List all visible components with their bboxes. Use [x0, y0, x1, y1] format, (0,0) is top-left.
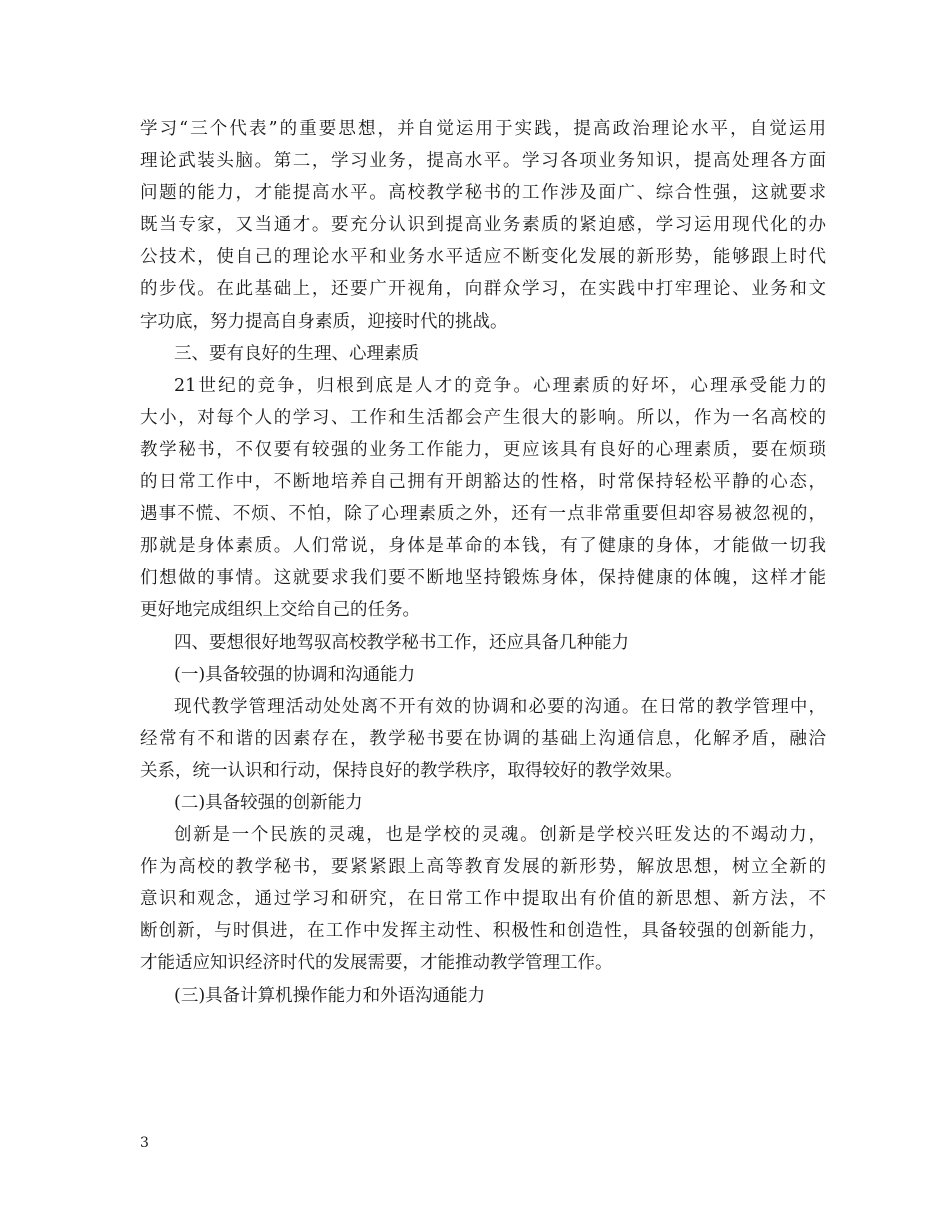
- text-line: 作为高校的教学秘书，要紧紧跟上高等教育发展的新形势，解放思想，树立全新的: [140, 857, 826, 878]
- text-line: 现代教学管理活动处处离不开有效的协调和必要的沟通。在日常的教学管理中，: [174, 696, 826, 717]
- text-line: 才能适应知识经济时代的发展需要，才能推动教学管理工作。: [140, 953, 613, 974]
- text-line: 经常有不和谐的因素存在，教学秘书要在协调的基础上沟通信息，化解矛盾，融洽: [140, 728, 826, 749]
- text-line: 断创新，与时俱进，在工作中发挥主动性、积极性和创造性，具备较强的创新能力，: [140, 921, 826, 942]
- document-body: [140, 113, 826, 1012]
- text-line: 的步伐。在此基础上，还要广开视角，向群众学习，在实践中打牢理论、业务和文: [140, 279, 826, 300]
- text-line: (二)具备较强的创新能力: [174, 792, 363, 813]
- text-line: 们想做的事情。这就要求我们要不断地坚持锻炼身体，保持健康的体魄，这样才能: [140, 568, 826, 589]
- text-line: (一)具备较强的协调和沟通能力: [174, 664, 416, 685]
- text-line: 关系，统一认识和行动，保持良好的教学秩序，取得较好的教学效果。: [140, 760, 683, 781]
- text-line: 更好地完成组织上交给自己的任务。: [140, 600, 420, 621]
- text-line: 问题的能力，才能提高水平。高校教学秘书的工作涉及面广、综合性强，这就要求: [140, 183, 826, 204]
- text-line: 的日常工作中，不断地培养自己拥有开朗豁达的性格，时常保持轻松平静的心态，: [140, 472, 826, 493]
- text-line: 三、要有良好的生理、心理素质: [174, 343, 419, 364]
- text-line: (三)具备计算机操作能力和外语沟通能力: [174, 985, 486, 1006]
- page-number: 3: [140, 1135, 149, 1151]
- text-line: 遇事不慌、不烦、不怕，除了心理素质之外，还有一点非常重要但却容易被忽视的，: [140, 504, 826, 525]
- text-line: 大小，对每个人的学习、工作和生活都会产生很大的影响。所以，作为一名高校的: [140, 407, 826, 428]
- text-line: 字功底，努力提高自身素质，迎接时代的挑战。: [140, 311, 508, 332]
- text-line: 公技术，使自己的理论水平和业务水平适应不断变化发展的新形势，能够跟上时代: [140, 247, 826, 268]
- text-line: 既当专家，又当通才。要充分认识到提高业务素质的紧迫感，学习运用现代化的办: [140, 215, 826, 236]
- text-line: 理论武装头脑。第二，学习业务，提高水平。学习各项业务知识，提高处理各方面: [140, 151, 826, 172]
- text-line: 21世纪的竞争，归根到底是人才的竞争。心理素质的好坏，心理承受能力的: [174, 375, 826, 396]
- text-line: 教学秘书，不仅要有较强的业务工作能力，更应该具有良好的心理素质，要在烦琐: [140, 439, 826, 460]
- text-line: 意识和观念，通过学习和研究，在日常工作中提取出有价值的新思想、新方法，不: [140, 889, 826, 910]
- text-line: 四、要想很好地驾驭高校教学秘书工作，还应具备几种能力: [174, 632, 629, 653]
- text-line: 创新是一个民族的灵魂，也是学校的灵魂。创新是学校兴旺发达的不竭动力，: [174, 825, 826, 846]
- text-line: 学习“三个代表”的重要思想，并自觉运用于实践，提高政治理论水平，自觉运用: [140, 119, 826, 139]
- text-line: 那就是身体素质。人们常说，身体是革命的本钱，有了健康的身体，才能做一切我: [140, 536, 826, 557]
